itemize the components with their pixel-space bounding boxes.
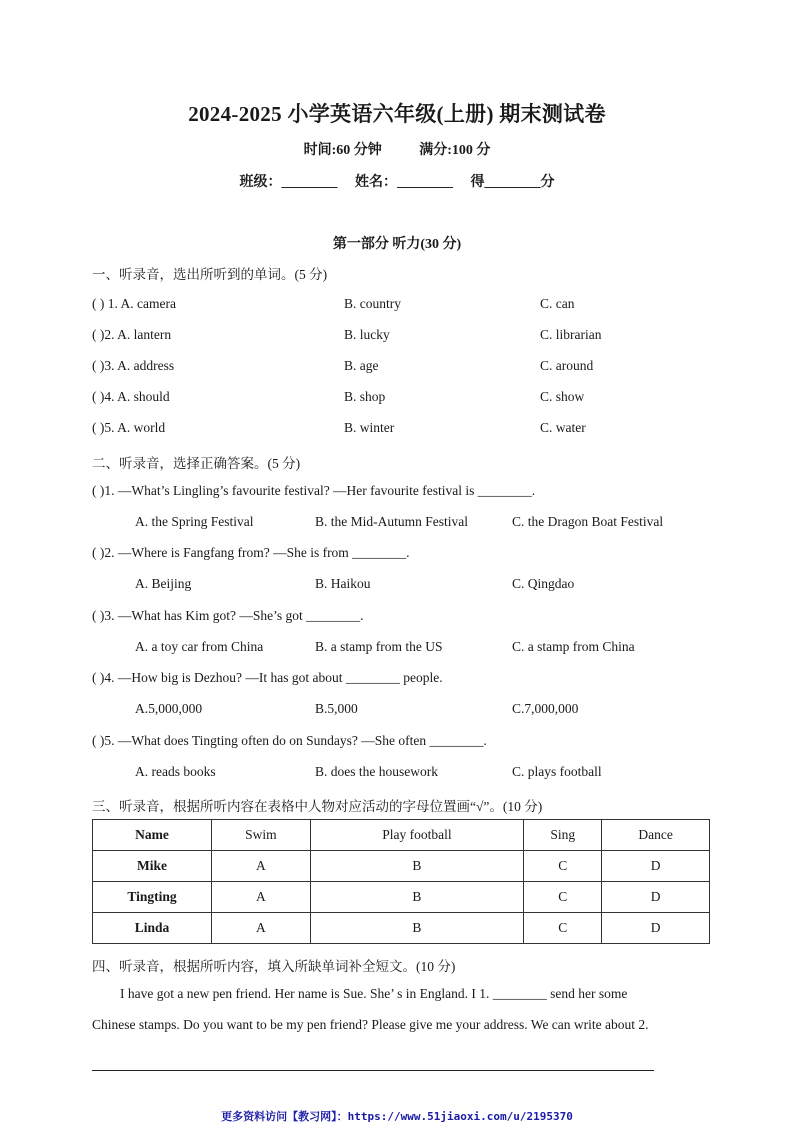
answer-cell[interactable]: C xyxy=(524,851,602,882)
class-field: 班级：________ xyxy=(239,175,338,190)
answer-cell[interactable]: A xyxy=(212,882,311,913)
s2-q4-option-c: C.7,000,000 xyxy=(512,701,579,716)
s2-q2-option-a: A. Beijing xyxy=(135,576,192,591)
passage-line-2: Chinese stamps. Do you want to be my pen friend? Please give me your address. We can write about 2. xyxy=(92,1017,649,1032)
part-one-title: 第一部分 听力(30 分) xyxy=(332,237,462,252)
answer-cell[interactable]: C xyxy=(524,913,602,944)
s1-q5-option-c: C. water xyxy=(540,420,586,435)
score-field: 得________分 xyxy=(470,175,555,190)
s2-q2: ( )2. —Where is Fangfang from? —She is from ________. xyxy=(92,545,410,560)
section-two-heading: 二、听录音，选择正确答案。(5 分) xyxy=(92,456,301,471)
s1-q2-option-c: C. librarian xyxy=(540,327,602,342)
s2-q5-option-b: B. does the housework xyxy=(315,764,438,779)
table-header-name: Name xyxy=(93,820,212,851)
s2-q2-option-b: B. Haikou xyxy=(315,576,371,591)
answer-line[interactable] xyxy=(92,1070,654,1071)
s2-q4: ( )4. —How big is Dezhou? —It has got about ________ people. xyxy=(92,670,443,685)
s2-q1-option-b: B. the Mid-Autumn Festival xyxy=(315,514,468,529)
answer-cell[interactable]: C xyxy=(524,882,602,913)
s2-q2-option-c: C. Qingdao xyxy=(512,576,575,591)
answer-cell[interactable]: D xyxy=(602,882,710,913)
activity-table xyxy=(92,819,710,944)
student-info xyxy=(0,171,794,191)
table-header-sing: Sing xyxy=(524,820,602,851)
s2-q3: ( )3. —What has Kim got? —She’s got ________. xyxy=(92,608,364,623)
s1-q1-option-c: C. can xyxy=(540,296,575,311)
exam-time: 时间:60 分钟 xyxy=(303,143,382,158)
s2-q5: ( )5. —What does Tingting often do on Sundays? —She often ________. xyxy=(92,733,487,748)
section-four-heading: 四、听录音，根据所听内容，填入所缺单词补全短文。(10 分) xyxy=(92,959,456,974)
s2-q4-option-a: A.5,000,000 xyxy=(135,701,203,716)
s1-q3-option-c: C. around xyxy=(540,358,594,373)
s2-q5-option-c: C. plays football xyxy=(512,764,602,779)
answer-cell[interactable]: D xyxy=(602,851,710,882)
s1-q1: ( ) 1. A. camera xyxy=(92,296,176,311)
section-three-heading: 三、听录音，根据所听内容在表格中人物对应活动的字母位置画“√”。(10 分) xyxy=(92,799,543,814)
table-row xyxy=(93,913,710,944)
s2-q1: ( )1. —What’s Lingling’s favourite festival? —Her favourite festival is ________. xyxy=(92,483,536,498)
answer-cell[interactable]: A xyxy=(212,913,311,944)
s1-q4-option-b: B. shop xyxy=(344,389,386,404)
s1-q2-option-b: B. lucky xyxy=(344,327,390,342)
s1-q4: ( )4. A. should xyxy=(92,389,170,404)
passage-line-1: I have got a new pen friend. Her name is Sue. She’ s in England. I 1. ________ send her some xyxy=(120,986,628,1001)
answer-cell[interactable]: B xyxy=(310,882,524,913)
row-name: Tingting xyxy=(93,882,212,913)
table-header-play-football: Play football xyxy=(310,820,524,851)
row-name: Linda xyxy=(93,913,212,944)
answer-cell[interactable]: B xyxy=(310,913,524,944)
answer-cell[interactable]: D xyxy=(602,913,710,944)
table-header-dance: Dance xyxy=(602,820,710,851)
s1-q5-option-b: B. winter xyxy=(344,420,395,435)
table-row xyxy=(93,851,710,882)
exam-meta xyxy=(0,139,794,159)
exam-title: 2024-2025 小学英语六年级(上册) 期末测试卷 xyxy=(188,102,606,126)
table-header-row xyxy=(93,820,710,851)
s2-q5-option-a: A. reads books xyxy=(135,764,216,779)
table-header-swim: Swim xyxy=(212,820,311,851)
name-field: 姓名：________ xyxy=(355,175,453,190)
s1-q4-option-c: C. show xyxy=(540,389,585,404)
s2-q3-option-a: A. a toy car from China xyxy=(135,639,264,654)
s1-q3: ( )3. A. address xyxy=(92,358,175,373)
answer-cell[interactable]: A xyxy=(212,851,311,882)
row-name: Mike xyxy=(93,851,212,882)
section-one-heading: 一、听录音，选出所听到的单词。(5 分) xyxy=(92,267,328,282)
s2-q4-option-b: B.5,000 xyxy=(315,701,358,716)
s2-q3-option-b: B. a stamp from the US xyxy=(315,639,443,654)
s1-q1-option-b: B. country xyxy=(344,296,401,311)
s1-q3-option-b: B. age xyxy=(344,358,379,373)
s2-q3-option-c: C. a stamp from China xyxy=(512,639,635,654)
table-row xyxy=(93,882,710,913)
s1-q5: ( )5. A. world xyxy=(92,420,166,435)
s2-q1-option-a: A. the Spring Festival xyxy=(135,514,254,529)
footer-link[interactable]: 更多资料访问【教习网】：https://www.51jiaoxi.com/u/2195370 xyxy=(221,1110,573,1123)
s2-q1-option-c: C. the Dragon Boat Festival xyxy=(512,514,664,529)
s1-q2: ( )2. A. lantern xyxy=(92,327,172,342)
exam-total-score: 满分:100 分 xyxy=(419,143,491,158)
answer-cell[interactable]: B xyxy=(310,851,524,882)
